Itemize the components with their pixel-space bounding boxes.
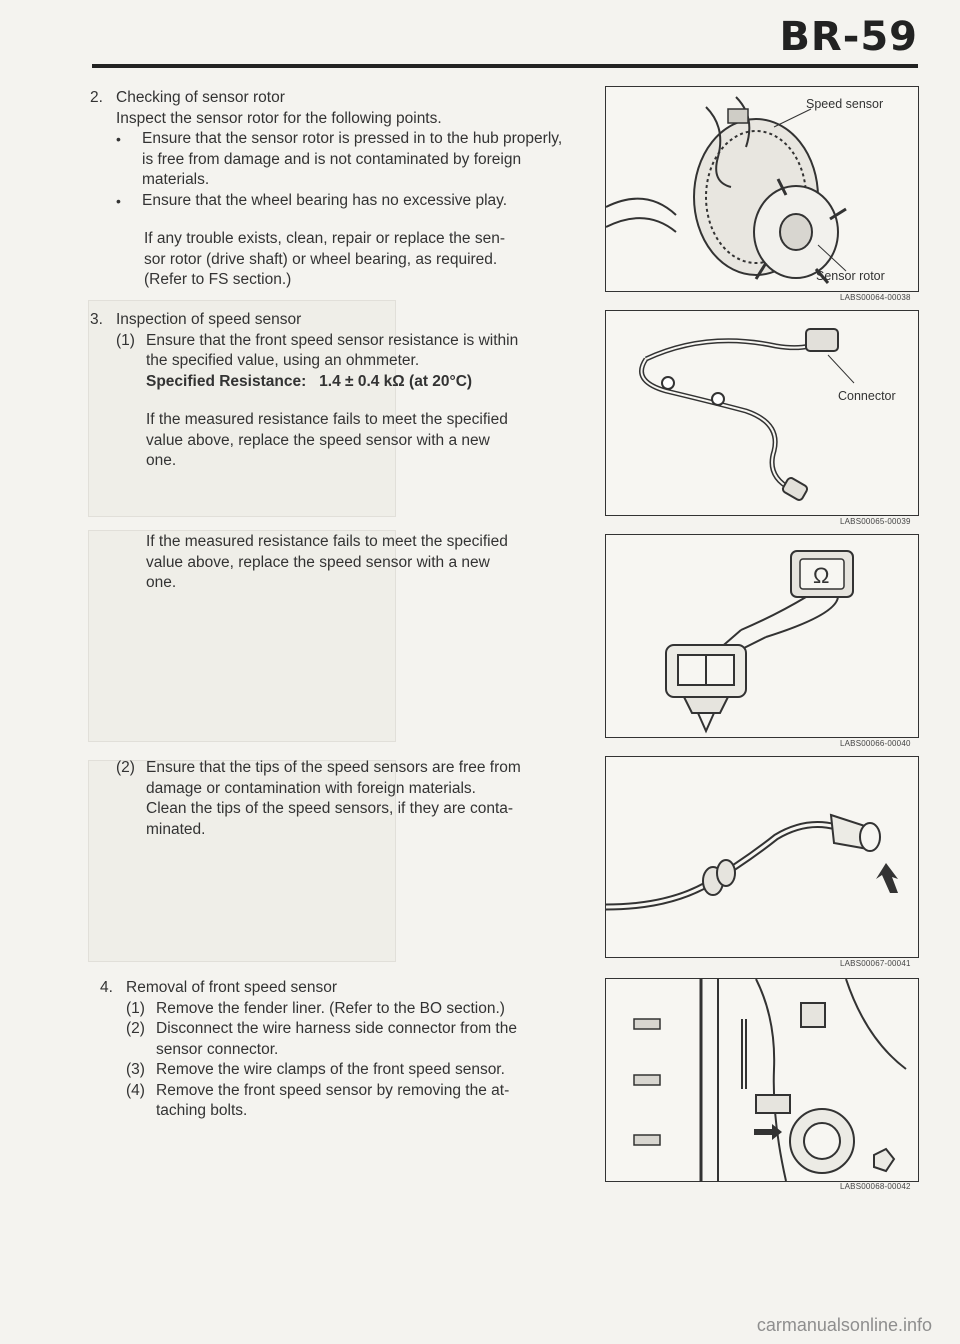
step-number: (1) (116, 331, 135, 349)
label-connector: Connector (838, 389, 896, 403)
page-code: BR-59 (779, 14, 918, 60)
fail-note-line: If the measured resistance fails to meet the specified (146, 533, 508, 550)
bullet-item: • Ensure that the sensor rotor is pressed in to the hub properly, is free from damage and is not contaminated by foreign materials. (116, 129, 575, 191)
step-line (90, 758, 575, 779)
header-rule (92, 64, 918, 68)
step-text: Ensure that the front speed sensor resistance is within (146, 331, 519, 349)
figure-code: LABS00068-00042 (840, 1182, 911, 1191)
step-number: (2) (126, 1020, 145, 1037)
fail-note-line: one. (146, 574, 177, 591)
section-title: Checking of sensor rotor (116, 89, 285, 106)
step-text: minated. (146, 820, 206, 838)
step-text: Clean the tips of the speed sensors, if they are conta- (146, 800, 514, 817)
figure-code: LABS00065-00039 (840, 517, 911, 526)
step-text: the specified value, using an ohmmeter. (146, 352, 420, 369)
fail-note-repeat (90, 532, 575, 594)
step-text: Ensure that the tips of the speed sensors are free from (146, 759, 521, 776)
ohmmeter-symbol: Ω (813, 563, 830, 588)
sensor-removal-illustration (606, 979, 918, 1181)
step-line (100, 1081, 580, 1102)
figure-sensor-harness (605, 310, 919, 516)
sensor-harness-illustration (606, 311, 918, 515)
label-speed-sensor: Speed sensor (806, 97, 884, 111)
step-line (90, 331, 575, 352)
ohmmeter-illustration (606, 535, 918, 737)
label-sensor-rotor: Sensor rotor (816, 269, 885, 283)
step-line (100, 1060, 580, 1081)
step-text: taching bolts. (156, 1102, 248, 1119)
figure-sensor-removal (605, 978, 919, 1182)
step-text: damage or contamination with foreign materials. (146, 779, 476, 797)
step-2-block (90, 758, 575, 840)
section-intro: Inspect the sensor rotor for the following points. (116, 109, 442, 127)
step-number: (2) (116, 759, 135, 776)
sensor-tip-illustration (606, 757, 918, 957)
section-heading (90, 310, 575, 331)
section-number: 3. (90, 311, 103, 328)
figure-sensor-tip (605, 756, 919, 958)
figure-code: LABS00067-00041 (840, 959, 911, 968)
step-line (100, 1019, 580, 1040)
figure-code: LABS00064-00038 (840, 293, 911, 302)
note-line: If any trouble exists, clean, repair or replace the sen- (144, 230, 505, 247)
note-line: sor rotor (drive shaft) or wheel bearing, as required. (144, 250, 498, 268)
spec-line (90, 372, 575, 393)
section-speed-sensor-inspection (90, 310, 575, 472)
section-title: Inspection of speed sensor (116, 311, 302, 328)
fail-note-line: one. (146, 452, 177, 469)
section-number: 4. (100, 979, 113, 996)
figure-ohmmeter-check (605, 534, 919, 738)
figure-code: LABS00066-00040 (840, 739, 911, 748)
watermark: carmanualsonline.info (756, 1315, 932, 1335)
section-heading (90, 88, 575, 109)
section-title: Removal of front speed sensor (126, 979, 338, 996)
step-number: (1) (126, 999, 145, 1017)
wheel-hub-illustration (606, 87, 918, 291)
fail-note-line: value above, replace the speed sensor with a new (146, 553, 490, 571)
section-sensor-rotor (90, 88, 575, 291)
spec-value: 1.4 ± 0.4 kΩ (at 20°C) (319, 372, 473, 390)
section-removal (100, 978, 580, 1122)
bullet-item: • Ensure that the wheel bearing has no excessive play. (116, 191, 575, 212)
note-line: (Refer to FS section.) (144, 271, 292, 288)
fail-note-line: value above, replace the speed sensor with a new (146, 431, 490, 449)
step-number: (4) (126, 1081, 145, 1099)
spec-label: Specified Resistance: (146, 372, 307, 390)
step-text: sensor connector. (156, 1040, 279, 1058)
page-header (0, 0, 960, 80)
step-line (100, 999, 580, 1020)
fail-note-line: If the measured resistance fails to meet the specified (146, 411, 508, 428)
figure-wheel-hub-sensor (605, 86, 919, 292)
step-number: (3) (126, 1061, 145, 1078)
step-text: Disconnect the wire harness side connector from the (156, 1020, 517, 1037)
step-text: Remove the fender liner. (Refer to the BO section.) (156, 999, 505, 1017)
step-text: Remove the front speed sensor by removing the at- (156, 1081, 510, 1099)
step-text: Remove the wire clamps of the front speed sensor. (156, 1061, 505, 1078)
section-number: 2. (90, 89, 103, 106)
section-heading (100, 978, 580, 999)
